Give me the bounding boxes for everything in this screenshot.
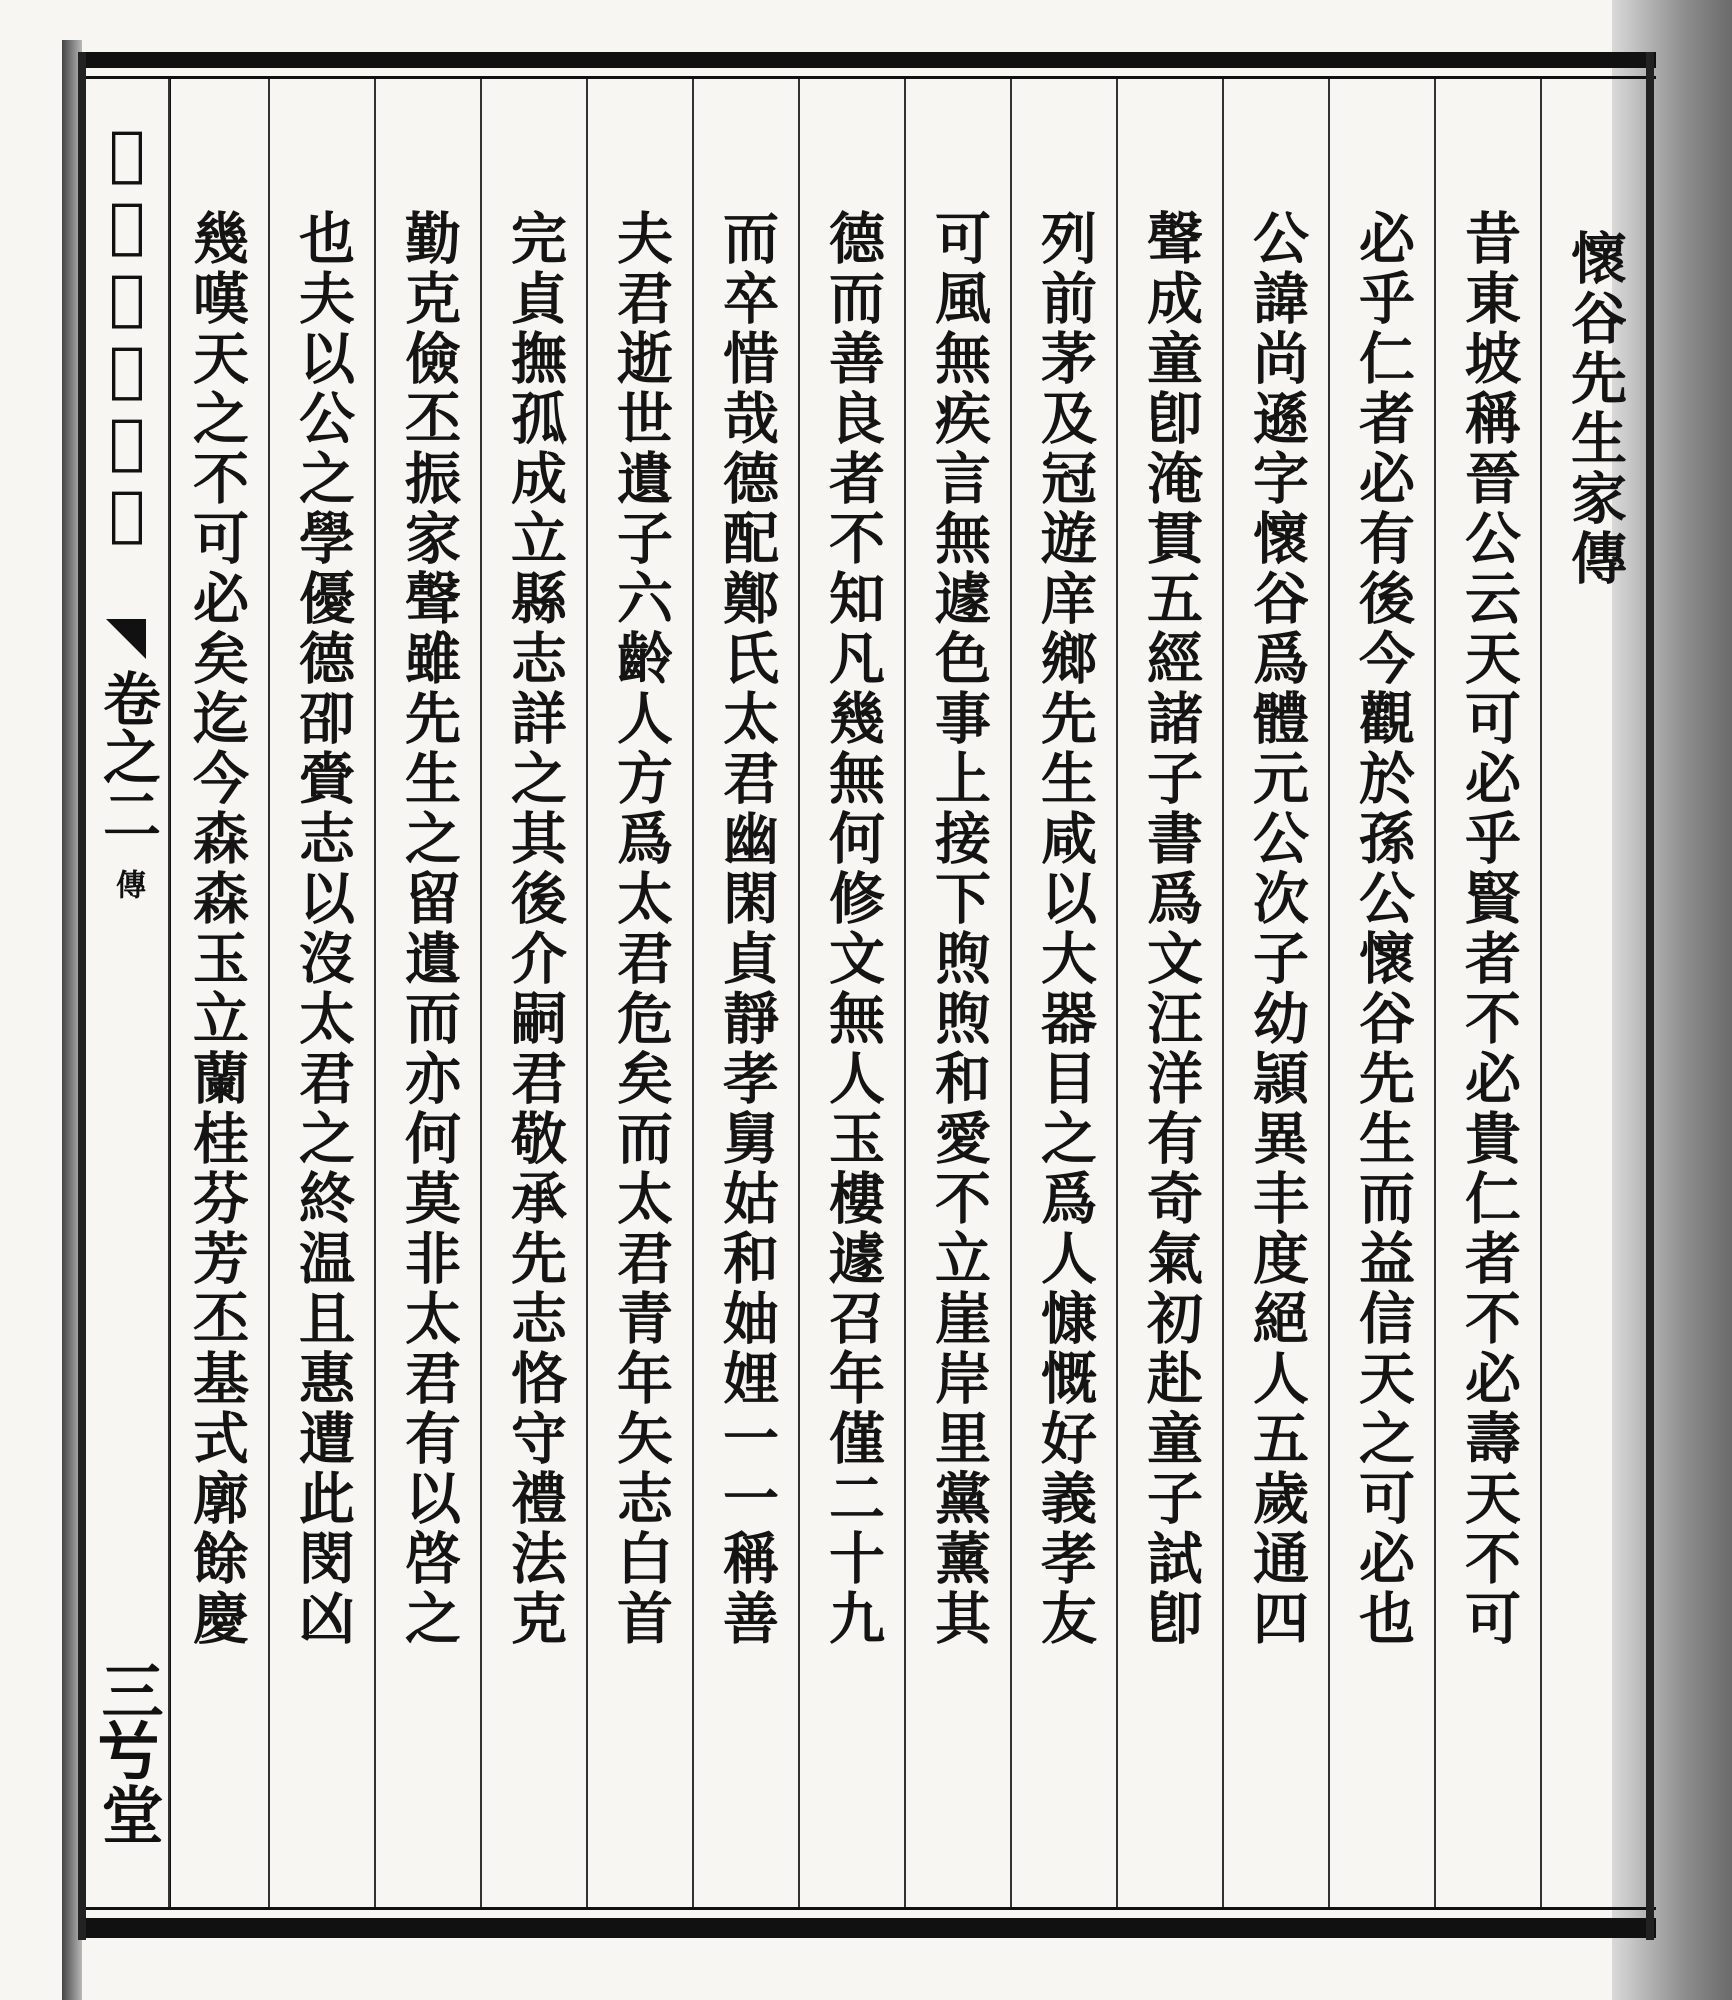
text-column [586,79,692,1907]
column-text: 完貞撫孤成立縣志詳之其後介嗣君敬承先志恪守禮法克 [502,209,567,1649]
text-column [1434,79,1540,1907]
column-text: 夫君逝世遺子六齡人方爲太君危矣而太君青年矢志白首 [608,209,673,1649]
column-text: 必乎仁者必有後今觀於孫公懷谷先生而益信天之可必也 [1350,209,1415,1649]
text-column [168,79,268,1907]
hall-name: 三𠔃堂 [91,1659,164,1845]
text-column [692,79,798,1907]
column-text: 聲成童卽淹貫五經諸子書爲文汪洋有奇氣初赴童子試卽 [1138,209,1203,1649]
left-border [78,52,86,1940]
column-text: 也夫以公之學優德卲賫志以沒太君之終温且惠遭此閔凶 [290,209,355,1649]
bottom-border [78,1918,1656,1938]
column-text: 德而善良者不知凡幾無何修文無人玉樓遽召年僅二十九 [820,209,885,1649]
column-text: 幾嘆天之不可必矣迄今森森玉立蘭桂芬芳丕基式廓餘慶 [184,209,249,1649]
text-column [1222,79,1328,1907]
text-column [1116,79,1222,1907]
text-column [480,79,586,1907]
bottom-inner-border [78,1907,1656,1910]
text-column [268,79,374,1907]
banner-column [86,79,171,1907]
column-text: 可風無疾言無遽色事上接下煦煦和愛不立崖岸里黨薰其 [926,209,991,1649]
column-text: 昔東坡稱晉公云天可必乎賢者不必貴仁者不必壽天不可 [1456,209,1521,1649]
text-column [1010,79,1116,1907]
column-text: 而卒惜哉德配鄭氏太君幽閑貞靜孝舅姑和妯娌一一稱善 [714,209,779,1649]
fish-tail-mark [106,619,146,659]
genealogy-title: 𥂐峯孫氏宗譜 [92,119,162,551]
text-column [798,79,904,1907]
page-frame [78,52,1656,1940]
column-text: 勤克儉丕振家聲雖先生之留遺而亦何莫非太君有以啓之 [396,209,461,1649]
text-column [1540,79,1646,1907]
text-column [904,79,1010,1907]
text-column [374,79,480,1907]
section-label: 傳 [110,869,145,899]
right-border [1646,52,1654,1940]
column-text: 公諱尚遜字懷谷爲體元公次子幼頴異丰度絕人五歲通四 [1244,209,1309,1649]
text-column [1328,79,1434,1907]
volume-label: 卷之二 [93,669,161,843]
biography-title: 懷谷先生家傳 [1562,229,1627,589]
top-border [78,52,1656,68]
column-text: 列前茅及冠遊庠鄉先生咸以大器目之爲人慷慨好義孝友 [1032,209,1097,1649]
